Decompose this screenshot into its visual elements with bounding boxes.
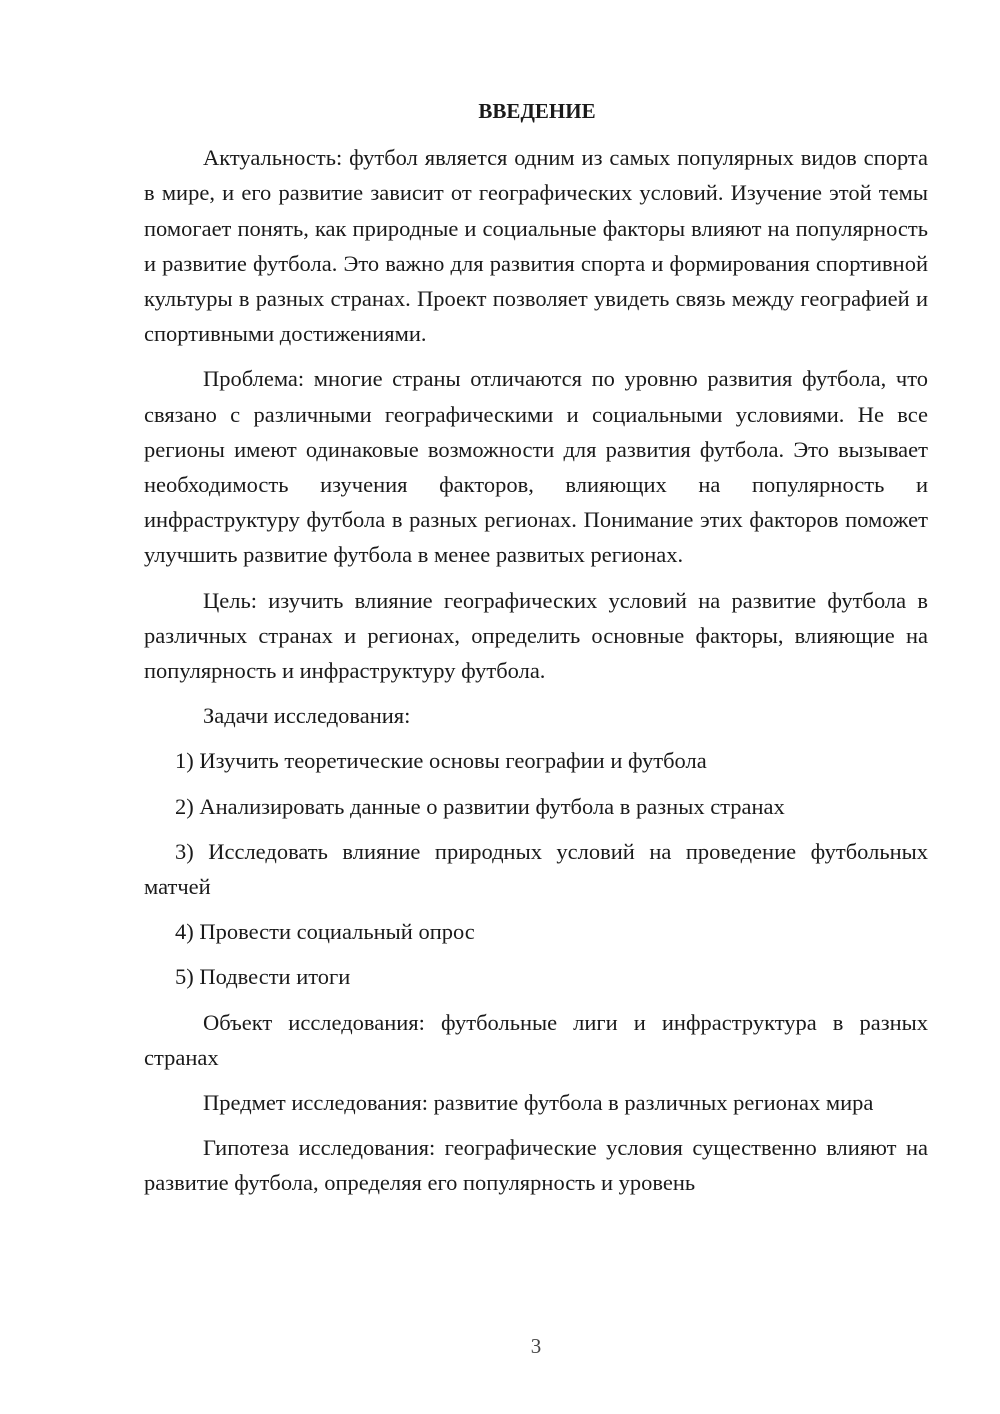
page-number: 3 (530, 1334, 542, 1358)
task-item-5: 5) Подвести итоги (175, 964, 351, 990)
task-item-4: 4) Провести социальный опрос (175, 919, 475, 945)
task-item-2: 2) Анализировать данные о развитии футбола в разных странах (175, 793, 785, 819)
task-item-3: 3) Исследовать влияние природных условий на проведение футбольных матчей (144, 838, 928, 900)
task-item-1: 1) Изучить теоретические основы географии и футбола (175, 748, 707, 774)
problem-paragraph: Проблема: многие страны отличаются по уровню развития футбола, что связано с различными географическими и социальными условиями. Не все регионы имеют одинаковые возможности для развития футбола. Это вызывает необходимость изучения факторов, влияющих на популярность и инфраструктуру футбола в разных регионах. Понимание этих факторов поможет улучшить развитие футбола в менее развитых регионах. (144, 366, 928, 568)
goal-paragraph: Цель: изучить влияние географических условий на развитие футбола в различных странах и регионах, определить основные факторы, влияющие на популярность и инфраструктуру футбола. (144, 587, 928, 684)
relevance-paragraph: Актуальность: футбол является одним из самых популярных видов спорта в мире, и его развитие зависит от географических условий. Изучение этой темы помогает понять, как природные и социальные факторы влияют на популярность и развитие футбола. Это важно для развития спорта и формирования спортивной культуры в разных странах. Проект позволяет увидеть связь между географией и спортивными достижениями. (144, 145, 928, 347)
page-content (144, 94, 928, 1211)
tasks-title: Задачи исследования: (203, 703, 411, 729)
page-title: ВВЕДЕНИЕ (478, 99, 596, 123)
subject-paragraph: Предмет исследования: развитие футбола в различных регионах мира (203, 1090, 874, 1116)
object-paragraph: Объект исследования: футбольные лиги и инфраструктура в разных странах (144, 1009, 928, 1070)
hypothesis-paragraph: Гипотеза исследования: географические условия существенно влияют на развитие футбола, определяя его популярность и уровень (144, 1135, 928, 1196)
